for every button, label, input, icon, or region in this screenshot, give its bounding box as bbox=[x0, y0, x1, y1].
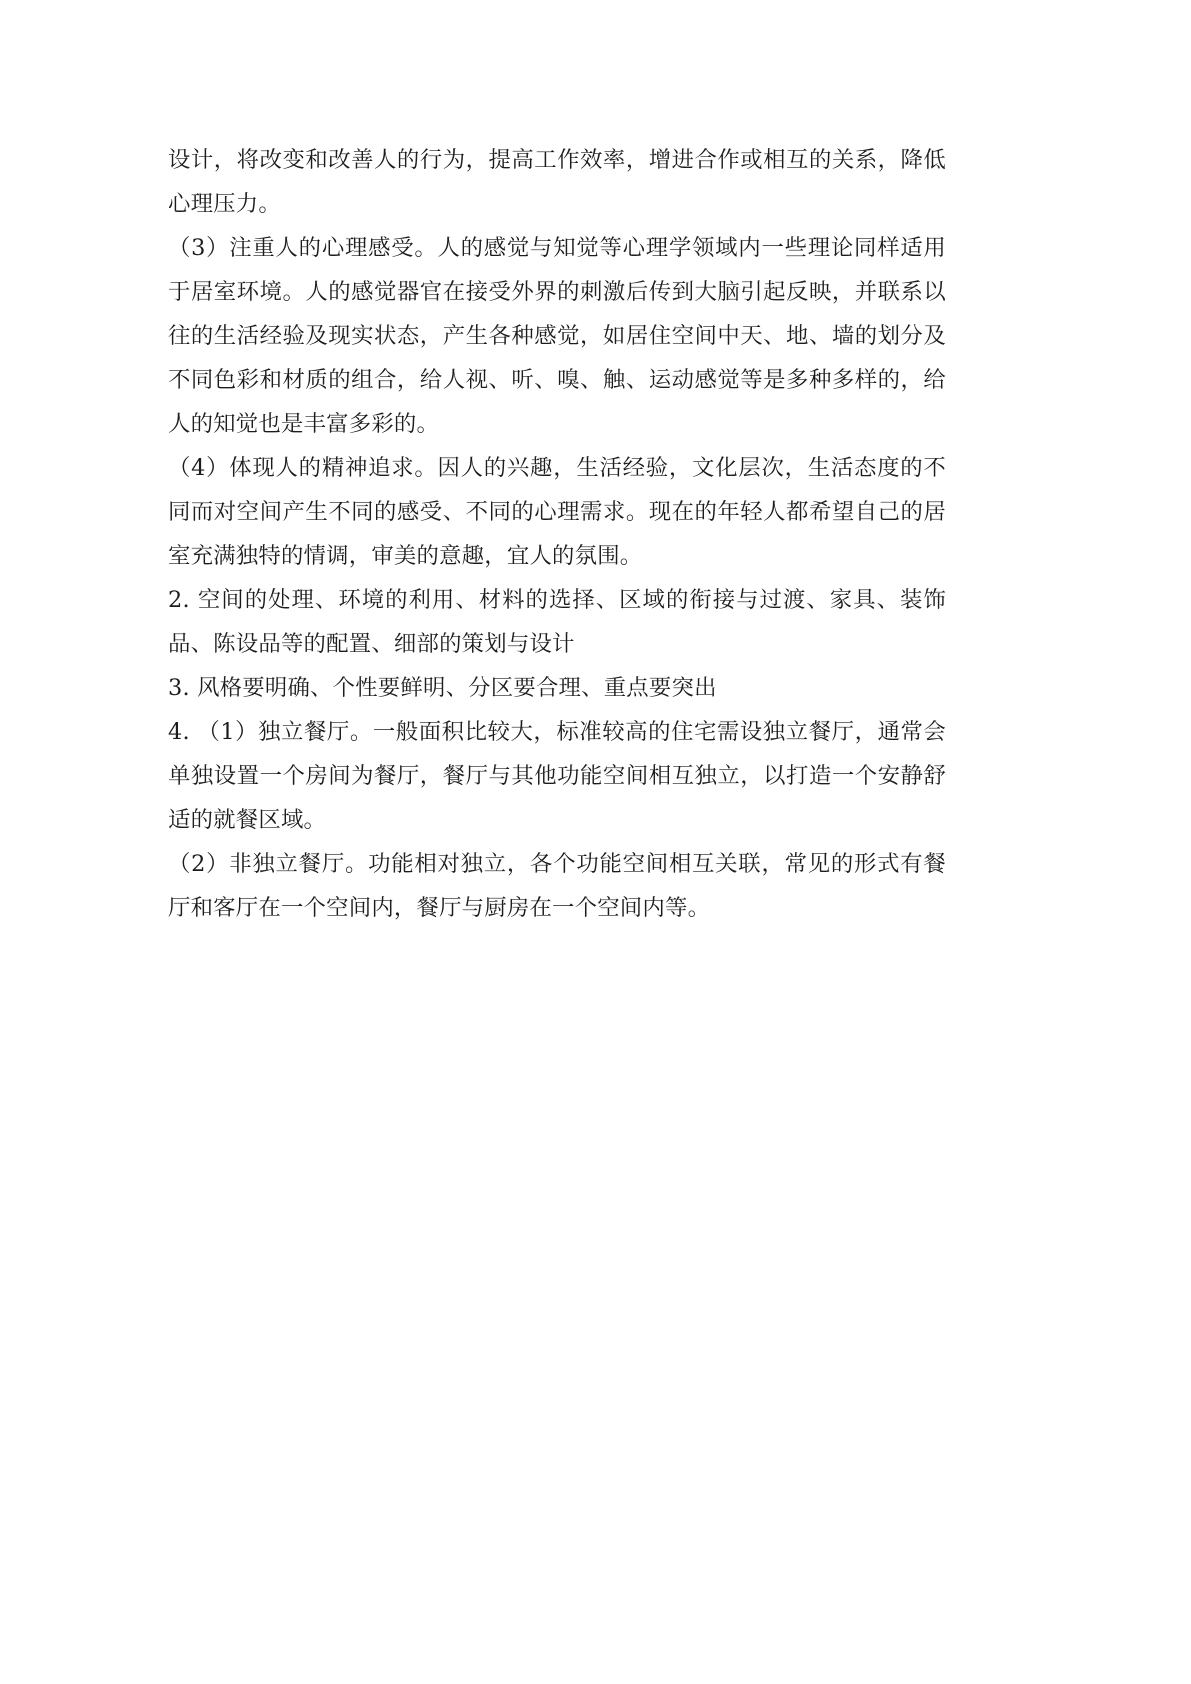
paragraph-item-4-spiritual-pursuit: （4）体现人的精神追求。因人的兴趣，生活经验，文化层次，生活态度的不同而对空间产生不同的感受、不同的心理需求。现在的年轻人都希望自己的居室充满独特的情调，审美的意趣，宜人的氛围。 bbox=[168, 455, 946, 569]
paragraph-non-independent-dining: （2）非独立餐厅。功能相对独立，各个功能空间相互关联，常见的形式有餐厅和客厅在一个空间内，餐厅与厨房在一个空间内等。 bbox=[168, 851, 946, 921]
paragraph-item-3-psychological-feeling: （3）注重人的心理感受。人的感觉与知觉等心理学领域内一些理论同样适用于居室环境。人的感觉器官在接受外界的刺激后传到大脑引起反映，并联系以往的生活经验及现实状态，产生各种感觉，如居住空间中天、地、墙的划分及不同色彩和材质的组合，给人视、听、嗅、触、运动感觉等是多种多样的，给人的知觉也是丰富多彩的。 bbox=[168, 235, 946, 437]
body-text bbox=[168, 138, 946, 930]
paragraph-intro-continuation: 设计，将改变和改善人的行为，提高工作效率，增进合作或相互的关系，降低心理压力。 bbox=[168, 147, 946, 217]
paragraph-answer-3: 3. 风格要明确、个性要鲜明、分区要合理、重点要突出 bbox=[168, 675, 717, 701]
paragraph-answer-4-independent-dining: 4. （1）独立餐厅。一般面积比较大，标准较高的住宅需设独立餐厅，通常会单独设置一个房间为餐厅，餐厅与其他功能空间相互独立，以打造一个安静舒适的就餐区域。 bbox=[168, 719, 946, 833]
paragraph-answer-2: 2. 空间的处理、环境的利用、材料的选择、区域的衔接与过渡、家具、装饰品、陈设品等的配置、细部的策划与设计 bbox=[168, 587, 946, 657]
